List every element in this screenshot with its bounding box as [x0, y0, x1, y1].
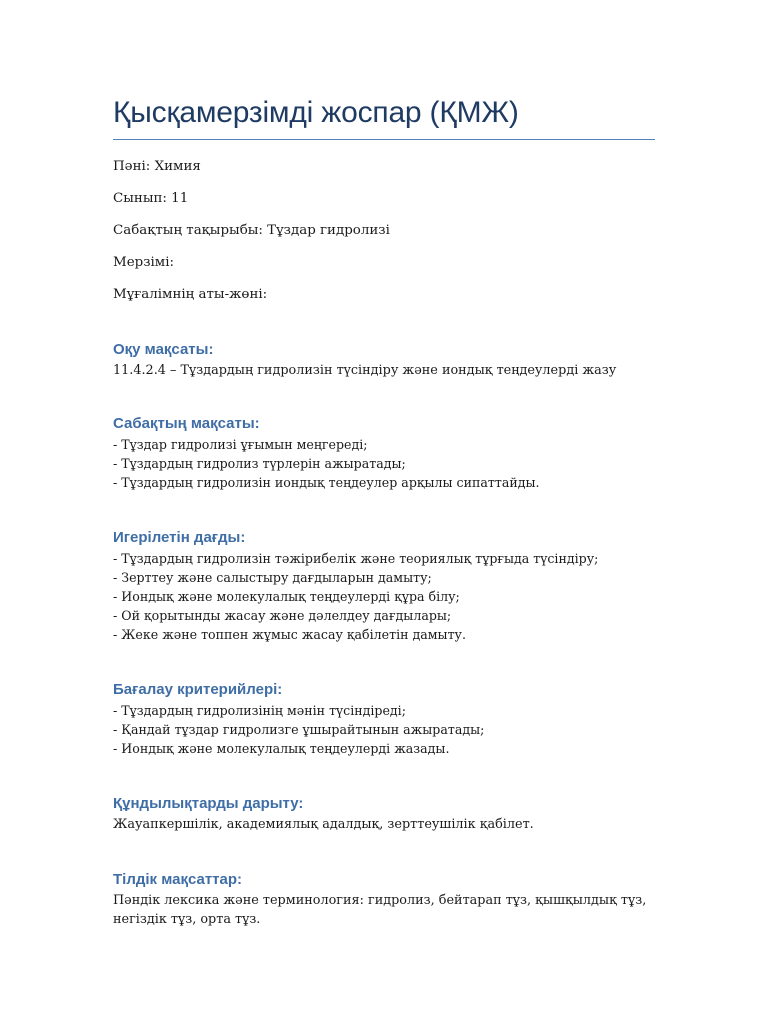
- lesson-objectives-heading: Сабақтың мақсаты:: [113, 415, 260, 432]
- list-item: - Иондық және молекулалық теңдеулерді құра білу;: [113, 589, 460, 604]
- teacher-field: Мұғалімнің аты-жөні:: [113, 287, 268, 302]
- grade-field: Сынып: 11: [113, 191, 189, 206]
- list-item: - Тұздардың гидролизін тәжірибелік және теориялық тұрғыда түсіндіру;: [113, 551, 599, 566]
- title-underline: [113, 139, 655, 140]
- list-item: - Жеке және топпен жұмыс жасау қабілетін дамыту.: [113, 627, 466, 642]
- topic-field: Сабақтың тақырыбы: Тұздар гидролизі: [113, 223, 390, 238]
- assessment-list: [113, 701, 655, 758]
- language-objectives-text: Пәндік лексика және терминология: гидролиз, бейтарап тұз, қышқылдық тұз, негіздік тұз, орта тұз.: [113, 893, 647, 927]
- language-objectives-heading: Тілдік мақсаттар:: [113, 871, 243, 888]
- values-heading: Құндылықтарды дарыту:: [113, 795, 304, 812]
- skills-list: [113, 549, 655, 644]
- list-item: - Иондық және молекулалық теңдеулерді жазады.: [113, 741, 450, 756]
- list-item: - Қандай тұздар гидролизге ұшырайтынын ажыратады;: [113, 722, 485, 737]
- list-item: - Тұздардың гидролизінің мәнін түсіндіреді;: [113, 703, 406, 718]
- list-item: - Тұздардың гидролизін иондық теңдеулер арқылы сипаттайды.: [113, 475, 540, 490]
- lesson-objectives-section: [113, 413, 655, 492]
- learning-objective-section: [113, 339, 655, 380]
- learning-objective-heading: Оқу мақсаты:: [113, 341, 214, 358]
- page-title: Қысқамерзімді жоспар (ҚМЖ): [113, 96, 519, 129]
- lesson-objectives-list: [113, 435, 655, 492]
- list-item: - Ой қорытынды жасау және дәлелдеу дағдылары;: [113, 608, 452, 623]
- list-item: - Зерттеу және салыстыру дағдыларын дамыту;: [113, 570, 432, 585]
- learning-objective-text: 11.4.2.4 – Тұздардың гидролизін түсіндіру және иондық теңдеулерді жазу: [113, 363, 617, 378]
- values-text: Жауапкершілік, академиялық адалдық, зерттеушілік қабілет.: [113, 817, 534, 832]
- list-item: - Тұздардың гидролиз түрлерін ажыратады;: [113, 456, 406, 471]
- skills-section: [113, 527, 655, 644]
- date-field: Мерзімі:: [113, 255, 175, 270]
- values-section: [113, 793, 655, 834]
- skills-heading: Игерілетін дағды:: [113, 529, 246, 546]
- language-objectives-section: [113, 869, 655, 929]
- assessment-section: [113, 679, 655, 758]
- assessment-heading: Бағалау критерийлері:: [113, 681, 283, 698]
- list-item: - Тұздар гидролизі ұғымын меңгереді;: [113, 437, 368, 452]
- subject-field: Пәні: Химия: [113, 159, 201, 174]
